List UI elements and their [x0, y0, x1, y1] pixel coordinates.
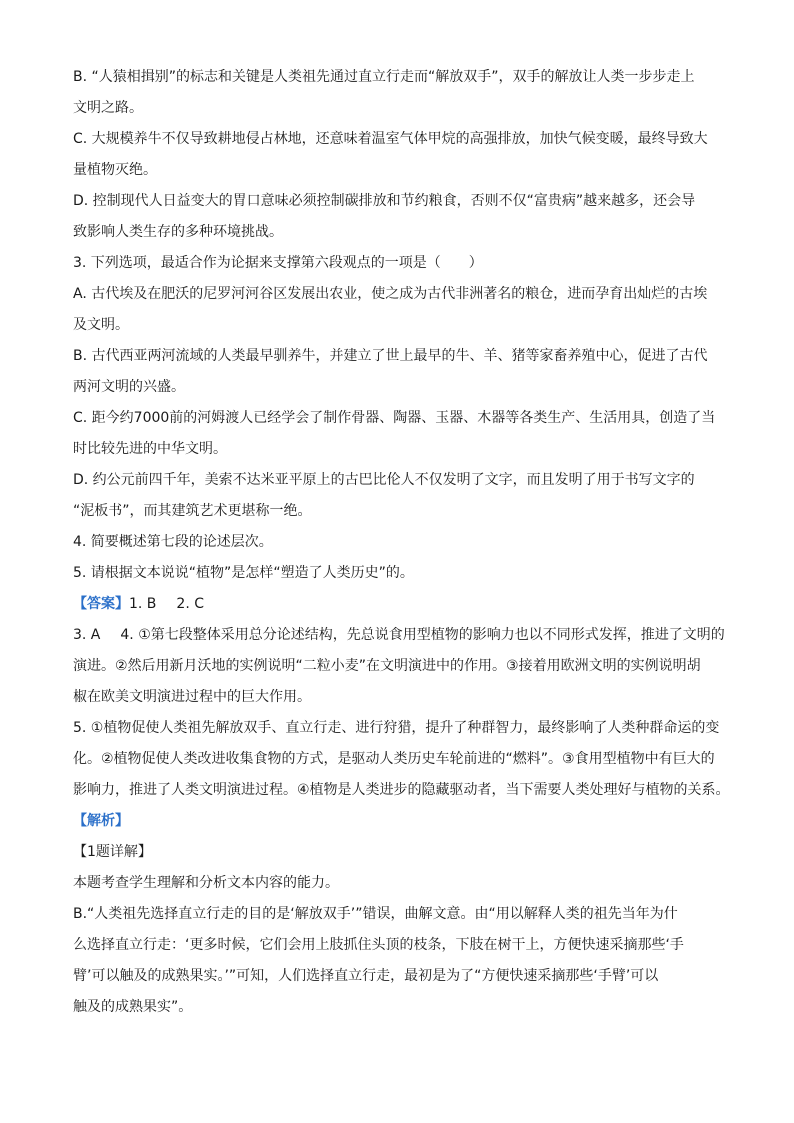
- text-line: C. 距今约7000前的河姆渡人已经学会了制作骨器、陶器、玉器、木器等各类生产、生活用具，创造了当: [73, 410, 716, 426]
- question3-option-b: [73, 341, 721, 403]
- answer-4-line: 4. ①第七段整体采用总分论述结构，先总说食用型植物的影响力也以不同形式发挥，推进了文明的: [120, 627, 725, 643]
- text-line: 时比较先进的中华文明。: [73, 441, 227, 457]
- document-page: [73, 62, 730, 1023]
- question3-option-c: [73, 403, 721, 465]
- text-line: 及文明。: [73, 317, 129, 333]
- analysis-q1-intro: 本题考查学生理解和分析文本内容的能力。: [73, 875, 339, 891]
- answer-row: [73, 620, 725, 651]
- analysis-label: 【解析】: [73, 813, 129, 829]
- text-line: 文明之路。: [73, 100, 143, 116]
- answer-label: 【答案】: [73, 596, 129, 612]
- answer-4-line: 椒在欧美文明演进过程中的巨大作用。: [73, 689, 311, 705]
- question3-stem: 3. 下列选项，最适合作为论据来支撑第六段观点的一项是（ ）: [73, 255, 483, 271]
- text-line: “泥板书”，而其建筑艺术更堪称一绝。: [73, 503, 312, 519]
- text-line: C. 大规模养牛不仅导致耕地侵占林地，还意味着温室气体甲烷的高强排放，加快气候变暖，最终导致大: [73, 131, 708, 147]
- text-line: D. 约公元前四千年，美索不达米亚平原上的古巴比伦人不仅发明了文字，而且发明了用于书写文字的: [73, 472, 695, 488]
- answer-row: [73, 589, 721, 620]
- question2-option-c: [73, 124, 721, 186]
- text-line: 量植物灭绝。: [73, 162, 157, 178]
- answer-5-line: 5. ①植物促使人类祖先解放双手、直立行走、进行狩猎，提升了种群智力，最终影响了人类种群命运的变: [73, 720, 720, 736]
- text-line: D. 控制现代人日益变大的胃口意味必须控制碳排放和节约粮食，否则不仅“富贵病”越来越多，还会导: [73, 193, 696, 209]
- text-line: 致影响人类生存的多种环境挑战。: [73, 224, 283, 240]
- text-line: A. 古代埃及在肥沃的尼罗河河谷区发展出农业，使之成为古代非洲著名的粮仓，进而孕育出灿烂的古埃: [73, 286, 708, 302]
- analysis-q1-b-line: 臂’可以触及的成熟果实。’”可知，人们选择直立行走，最初是为了“方便快速采摘那些‘手臂’可以: [73, 968, 659, 984]
- answer-1: 1. B: [129, 596, 157, 612]
- question3-option-a: [73, 279, 721, 341]
- question4: 4. 简要概述第七段的论述层次。: [73, 534, 273, 550]
- question2-option-d: [73, 186, 721, 248]
- analysis-q1-b-line: 触及的成熟果实”。: [73, 999, 193, 1015]
- answer-5-line: 化。②植物促使人类改进收集食物的方式，是驱动人类历史车轮前进的“燃料”。③食用型植物中有巨大的: [73, 751, 715, 767]
- text-line: B. 古代西亚两河流域的人类最早驯养牛，并建立了世上最早的牛、羊、猪等家畜养殖中心，促进了古代: [73, 348, 708, 364]
- analysis-q1-b-line: B.“人类祖先选择直立行走的目的是‘解放双手’”错误，曲解文意。由“用以解释人类的祖先当年为什: [73, 906, 678, 922]
- text-line: 两河文明的兴盛。: [73, 379, 185, 395]
- answer-3: 3. A: [73, 627, 101, 643]
- question2-option-b: [73, 62, 721, 124]
- text-line: B. “人猿相揖别”的标志和关键是人类祖先通过直立行走而“解放双手”，双手的解放让人类一步步走上: [73, 69, 695, 85]
- answer-4-line: 演进。②然后用新月沃地的实例说明“二粒小麦”在文明演进中的作用。③接着用欧洲文明的实例说明胡: [73, 658, 701, 674]
- answer-2: 2. C: [176, 596, 205, 612]
- answer-5-line: 影响力，推进了人类文明演进过程。④植物是人类进步的隐藏驱动者，当下需要人类处理好与植物的关系。: [73, 782, 730, 798]
- question5: 5. 请根据文本说说“植物”是怎样“塑造了人类历史”的。: [73, 565, 414, 581]
- question3-option-d: [73, 465, 721, 527]
- analysis-q1-header: 【1题详解】: [73, 844, 152, 860]
- analysis-q1-b-line: 么选择直立行走：‘更多时候，它们会用上肢抓住头顶的枝条，下肢在树干上，方便快速采摘那些‘手: [73, 937, 684, 953]
- analysis-label-row: [73, 806, 721, 837]
